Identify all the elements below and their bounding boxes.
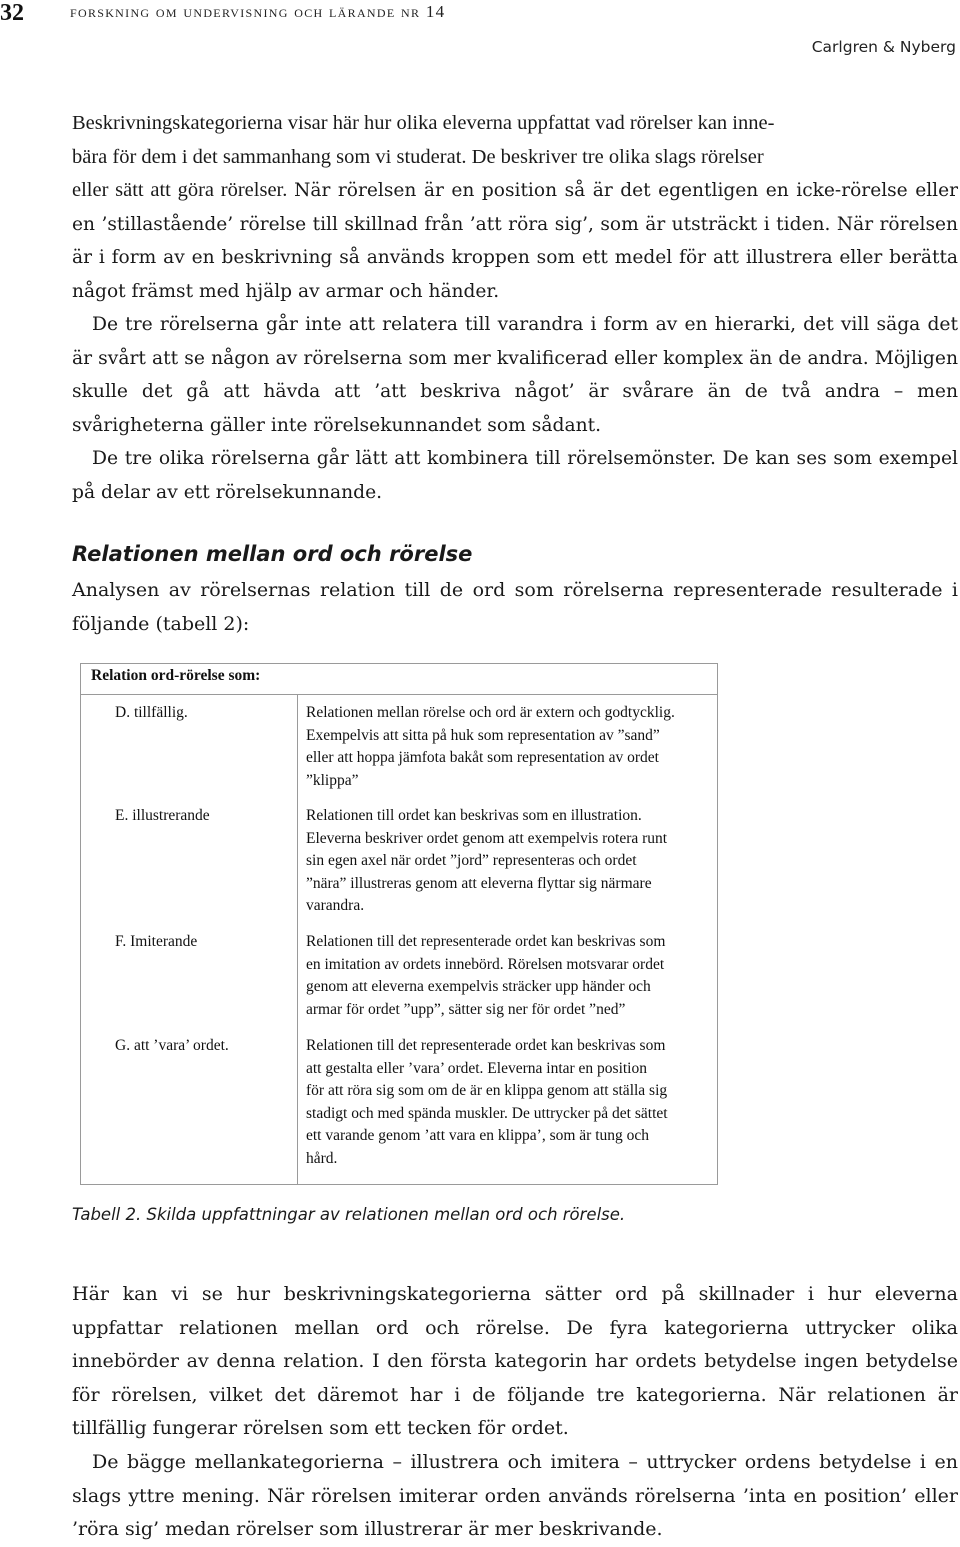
table-header-divider <box>81 694 717 695</box>
section-intro-paragraph: Analysen av rörelsernas relation till de ord som rörelserna representerade resulterade i följande (tabell 2): <box>72 579 958 635</box>
table-row-line: Relationen mellan rörelse och ord är extern och godtycklig. <box>306 704 675 721</box>
table-2 <box>80 663 718 1185</box>
table-row-line: eller att hoppa jämfota bakåt som representation av ordet <box>306 749 659 766</box>
table-row-label: D. tillfällig. <box>115 704 188 721</box>
outro-paragraph-1: Här kan vi se hur beskrivningskategorierna sätter ord på skillnader i hur eleverna uppfattar relationen mellan ord och rörelse. De fyra kategorierna uttrycker olika innebörder av denna relation. I den första kategorin har ordets betydelse ingen betydelse för rörelsen, vilket det däremot har i de följande tre kategorierna. När relationen är tillfällig fungerar rörelsen som ett tecken för ordet. <box>72 1283 958 1440</box>
page-number: 32 <box>0 0 24 26</box>
table-row-line: Eleverna beskriver ordet genom att exempelvis rotera runt <box>306 829 668 847</box>
table-row-line: armar för ordet ”upp”, sätter sig ner för ordet ”ned” <box>306 1000 626 1018</box>
table-row-line: en imitation av ordets innebörd. Rörelsen motsvarar ordet <box>306 955 665 973</box>
table-row-line: Relationen till ordet kan beskrivas som en illustration. <box>306 807 642 824</box>
table-row-description <box>306 931 711 1021</box>
table-row-line: hård. <box>306 1149 338 1167</box>
journal-title: forskning om undervisning och lärande nr 14 <box>70 2 446 21</box>
intro-line: eller sätt att göra rörelser. <box>72 179 288 201</box>
section-heading: Relationen mellan ord och rörelse <box>72 542 473 566</box>
table-row-line: Relationen till det representerade ordet kan beskrivas som <box>306 1037 666 1054</box>
outro-text <box>72 1278 958 1547</box>
table-caption: Tabell 2. Skilda uppfattningar av relationen mellan ord och rörelse. <box>72 1205 626 1224</box>
table-row-line: genom att eleverna exempelvis sträcker upp händer och <box>306 978 651 995</box>
table-row-line: Exempelvis att sitta på huk som representation av ”sand” <box>306 726 660 744</box>
table-row-line: ”klippa” <box>306 771 359 789</box>
table-row-description <box>306 805 711 918</box>
table-row-line: sin egen axel när ordet ”jord” representeras och ordet <box>306 852 637 869</box>
table-row-label: G. att ’vara’ ordet. <box>115 1037 229 1054</box>
intro-paragraph-3: De tre olika rörelserna går lätt att kombinera till rörelsemönster. De kan ses som exempel på delar av ett rörelsekunnande. <box>72 448 958 503</box>
outro-paragraph-2: De bägge mellankategorierna – illustrera och imitera – uttrycker ordens betydelse i en slags yttre mening. När rörelsen imiterar orden används rörelserna ’inta en position’ eller ’röra sig’ medan rörelser som illustrerar är mer beskrivande. <box>72 1450 958 1541</box>
table-row-description <box>306 1035 711 1170</box>
table-row-line: för att röra sig som om de är en klippa genom att ställa sig <box>306 1082 668 1099</box>
table-row-line: stadigt och med spända muskler. De uttrycker på det sättet <box>306 1104 668 1122</box>
table-row-line: ”nära” illustreras genom att eleverna flyttar sig närmare <box>306 874 652 892</box>
table-column-divider <box>297 694 298 1184</box>
intro-line: Beskrivningskategorierna visar här hur olika eleverna uppfattat vad rörelser kan inne- <box>72 112 775 134</box>
table-row-label: F. Imiterande <box>115 933 198 950</box>
table-row-description <box>306 702 711 792</box>
authors: Carlgren & Nyberg <box>811 38 956 56</box>
intro-continuation: När rörelsen är en position så är det egentligen en icke-rörelse eller en ’stillastående’ rörelse till skillnad från ’att röra sig’, som är utsträckt i tiden. När rörelsen är i form av en beskrivning så används kroppen som ett medel för att illustrera eller berätta något främst med hjälp av armar och händer. <box>72 180 959 302</box>
intro-line: bära för dem i det sammanhang som vi studerat. De beskriver tre olika slags rörelser <box>72 145 764 168</box>
intro-text <box>72 107 958 510</box>
intro-paragraph-1 <box>72 107 958 308</box>
table-row-line: varandra. <box>306 897 365 914</box>
table-row-label: E. illustrerande <box>115 807 210 824</box>
table-header: Relation ord-rörelse som: <box>91 667 261 684</box>
table-row-line: Relationen till det representerade ordet kan beskrivas som <box>306 933 666 950</box>
intro-paragraph-2: De tre rörelserna går inte att relatera till varandra i form av en hierarki, det vill säga det är svårt att se någon av rörelserna som mer kvalificerad eller komplex än de andra. Möjligen skulle det gå att hävda att ’att beskriva något’ är svårare än de två andra – men svårigheterna gäller inte rörelsekunnandet som sådant. <box>72 314 958 436</box>
table-row-line: ett varande genom ’att vara en klippa’, som är tung och <box>306 1127 650 1144</box>
table-row-line: att gestalta eller ’vara’ ordet. Eleverna intar en position <box>306 1059 647 1077</box>
section-intro <box>72 574 958 641</box>
